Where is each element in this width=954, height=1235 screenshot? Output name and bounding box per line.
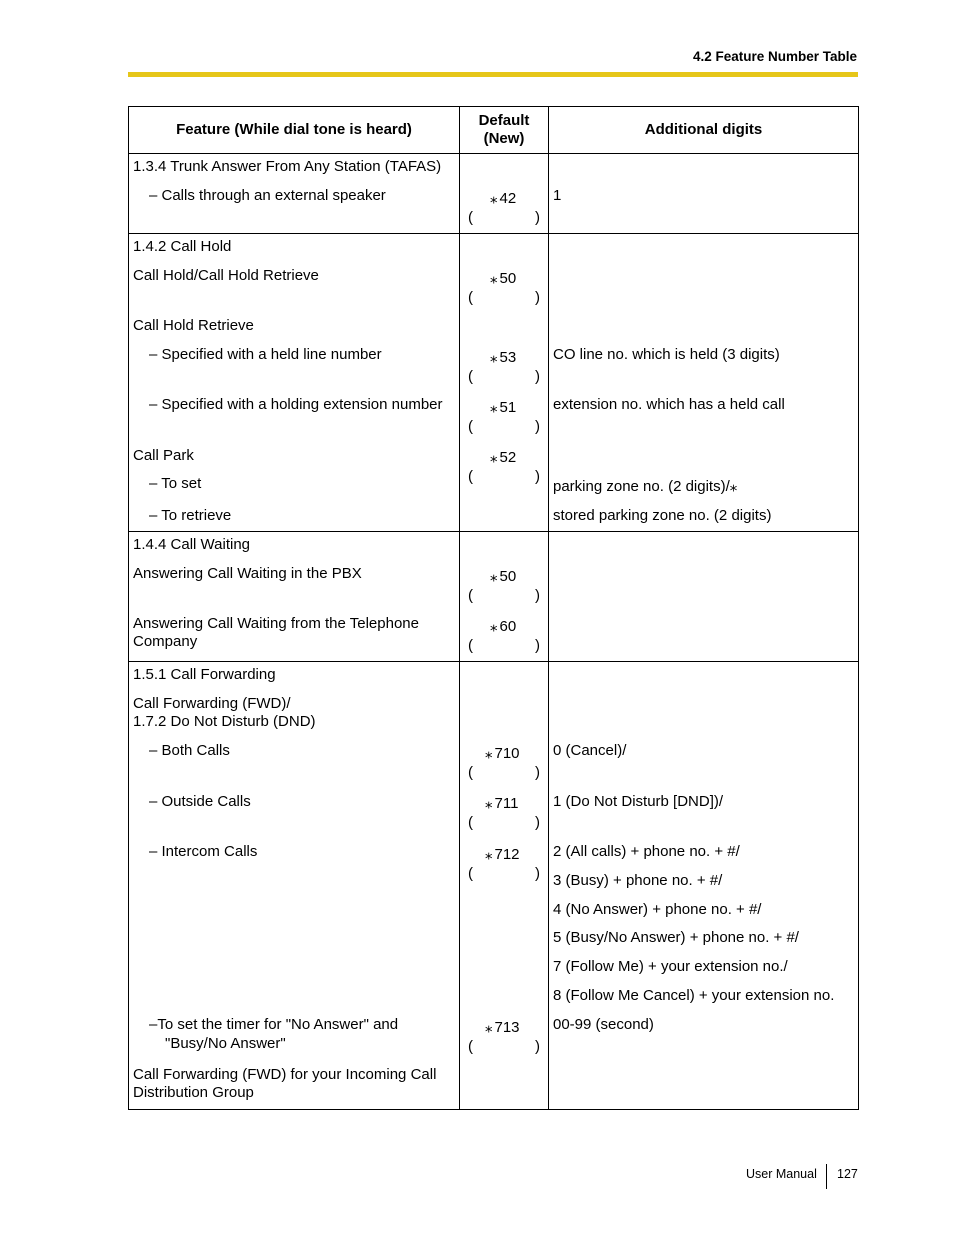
paren-close: ) [535, 1038, 540, 1055]
feature-code: ⁎ 50 [490, 270, 517, 287]
header-default [460, 107, 549, 154]
digit-text: 4 (No Answer) + phone no. + #/ [553, 901, 762, 918]
feature-item: Call Hold/Call Hold Retrieve [133, 267, 319, 284]
table-row [129, 662, 859, 1110]
digits-cell [549, 532, 859, 662]
paren-open: ( [468, 1038, 473, 1055]
default-code-cell [460, 234, 549, 532]
feature-heading: 1.3.4 Trunk Answer From Any Station (TAFAS) [133, 158, 442, 175]
paren-close: ) [535, 764, 540, 781]
paren-close: ) [535, 637, 540, 654]
feature-code: ⁎ 711 [485, 795, 519, 812]
feature-item: Answering Call Waiting from the Telephone Company [133, 615, 419, 650]
table-header-row [129, 107, 859, 154]
feature-item: – Specified with a held line number [149, 346, 382, 363]
paren-close: ) [535, 587, 540, 604]
star-key-icon: ⁎ [490, 190, 498, 207]
star-key-icon: ⁎ [490, 399, 498, 416]
header-default-line1: Default [478, 112, 530, 129]
digits-cell [549, 154, 859, 234]
digit-text: 7 (Follow Me) + your extension no./ [553, 958, 788, 975]
feature-code: ⁎ 60 [490, 618, 517, 635]
digit-text: 3 (Busy) + phone no. + #/ [553, 872, 723, 889]
feature-item: – To set [149, 475, 202, 492]
digit-text: 00-99 (second) [553, 1016, 654, 1033]
feature-code: ⁎ 713 [485, 1019, 520, 1036]
digits-cell [549, 662, 859, 1110]
paren-close: ) [535, 814, 540, 831]
feature-item: Answering Call Waiting in the PBX [133, 565, 362, 582]
digit-text: 1 [553, 187, 562, 204]
paren-open: ( [468, 289, 473, 306]
footer-label: User Manual [746, 1167, 817, 1181]
feature-item: –To set the timer for "No Answer" and [149, 1016, 399, 1033]
feature-item: – Outside Calls [149, 793, 251, 810]
header-additional-digits: Additional digits [549, 107, 859, 154]
paren-open: ( [468, 587, 473, 604]
default-code-cell [460, 532, 549, 662]
paren-open: ( [468, 865, 473, 882]
digit-text: parking zone no. (2 digits)/⁎ [553, 478, 738, 495]
feature-item: – To retrieve [149, 507, 232, 524]
section-title: 4.2 Feature Number Table [692, 49, 857, 64]
feature-cell [129, 234, 460, 532]
default-code-cell [460, 154, 549, 234]
feature-item: 1.7.2 Do Not Disturb (DND) [133, 713, 316, 730]
star-key-icon: ⁎ [485, 1019, 493, 1036]
star-key-icon: ⁎ [485, 846, 493, 863]
header-rule [128, 72, 858, 77]
paren-open: ( [468, 209, 473, 226]
digit-text: extension no. which has a held call [553, 396, 785, 413]
star-key-icon: ⁎ [490, 449, 498, 466]
feature-code: ⁎ 51 [490, 399, 517, 416]
feature-code: ⁎ 712 [485, 846, 520, 863]
feature-code: ⁎ 710 [485, 745, 520, 762]
feature-item: – Calls through an external speaker [149, 187, 386, 204]
feature-cell [129, 154, 460, 234]
star-key-icon: ⁎ [485, 795, 493, 812]
paren-close: ) [535, 209, 540, 226]
feature-code: ⁎ 50 [490, 568, 517, 585]
digit-text: 2 (All calls) + phone no. + #/ [553, 843, 740, 860]
paren-open: ( [468, 468, 473, 485]
paren-close: ) [535, 865, 540, 882]
digits-cell [549, 234, 859, 532]
feature-item: Call Hold Retrieve [133, 317, 254, 334]
digit-text: CO line no. which is held (3 digits) [553, 346, 780, 363]
digit-text: 0 (Cancel)/ [553, 742, 627, 759]
header-default-line2: (New) [483, 130, 525, 147]
feature-number-table [128, 106, 859, 1110]
page-number: 127 [837, 1167, 858, 1181]
digit-text: stored parking zone no. (2 digits) [553, 507, 772, 524]
table-row [129, 532, 859, 662]
digit-text: 1 (Do Not Disturb [DND])/ [553, 793, 724, 810]
table-row [129, 234, 859, 532]
feature-item: Call Forwarding (FWD)/ [133, 695, 291, 712]
paren-open: ( [468, 637, 473, 654]
feature-item: "Busy/No Answer" [165, 1035, 286, 1052]
footer-divider [826, 1164, 827, 1189]
paren-open: ( [468, 368, 473, 385]
default-code-cell [460, 662, 549, 1110]
feature-heading: 1.4.4 Call Waiting [133, 536, 250, 553]
feature-heading: 1.4.2 Call Hold [133, 238, 232, 255]
paren-close: ) [535, 468, 540, 485]
star-key-icon: ⁎ [490, 349, 498, 366]
star-key-icon: ⁎ [485, 745, 493, 762]
digit-text: 5 (Busy/No Answer) + phone no. + #/ [553, 929, 799, 946]
paren-close: ) [535, 418, 540, 435]
star-key-icon: ⁎ [490, 568, 498, 585]
feature-code: ⁎ 53 [490, 349, 517, 366]
star-key-icon: ⁎ [490, 618, 498, 635]
feature-item: – Both Calls [149, 742, 230, 759]
digit-text: 8 (Follow Me Cancel) + your extension no. [553, 987, 835, 1004]
paren-open: ( [468, 764, 473, 781]
feature-item: – Specified with a holding extension number [149, 396, 443, 413]
header-feature: Feature (While dial tone is heard) [129, 107, 460, 154]
feature-heading: 1.5.1 Call Forwarding [133, 666, 276, 683]
feature-cell [129, 662, 460, 1110]
paren-open: ( [468, 418, 473, 435]
star-key-icon: ⁎ [490, 270, 498, 287]
feature-code: ⁎ 52 [490, 449, 517, 466]
feature-item: Call Park [133, 447, 194, 464]
feature-code: ⁎ 42 [490, 190, 517, 207]
feature-item: – Intercom Calls [149, 843, 258, 860]
paren-close: ) [535, 289, 540, 306]
paren-close: ) [535, 368, 540, 385]
paren-open: ( [468, 814, 473, 831]
feature-cell [129, 532, 460, 662]
feature-item: Call Forwarding (FWD) for your Incoming Call Distribution Group [133, 1066, 437, 1101]
table-row [129, 154, 859, 234]
